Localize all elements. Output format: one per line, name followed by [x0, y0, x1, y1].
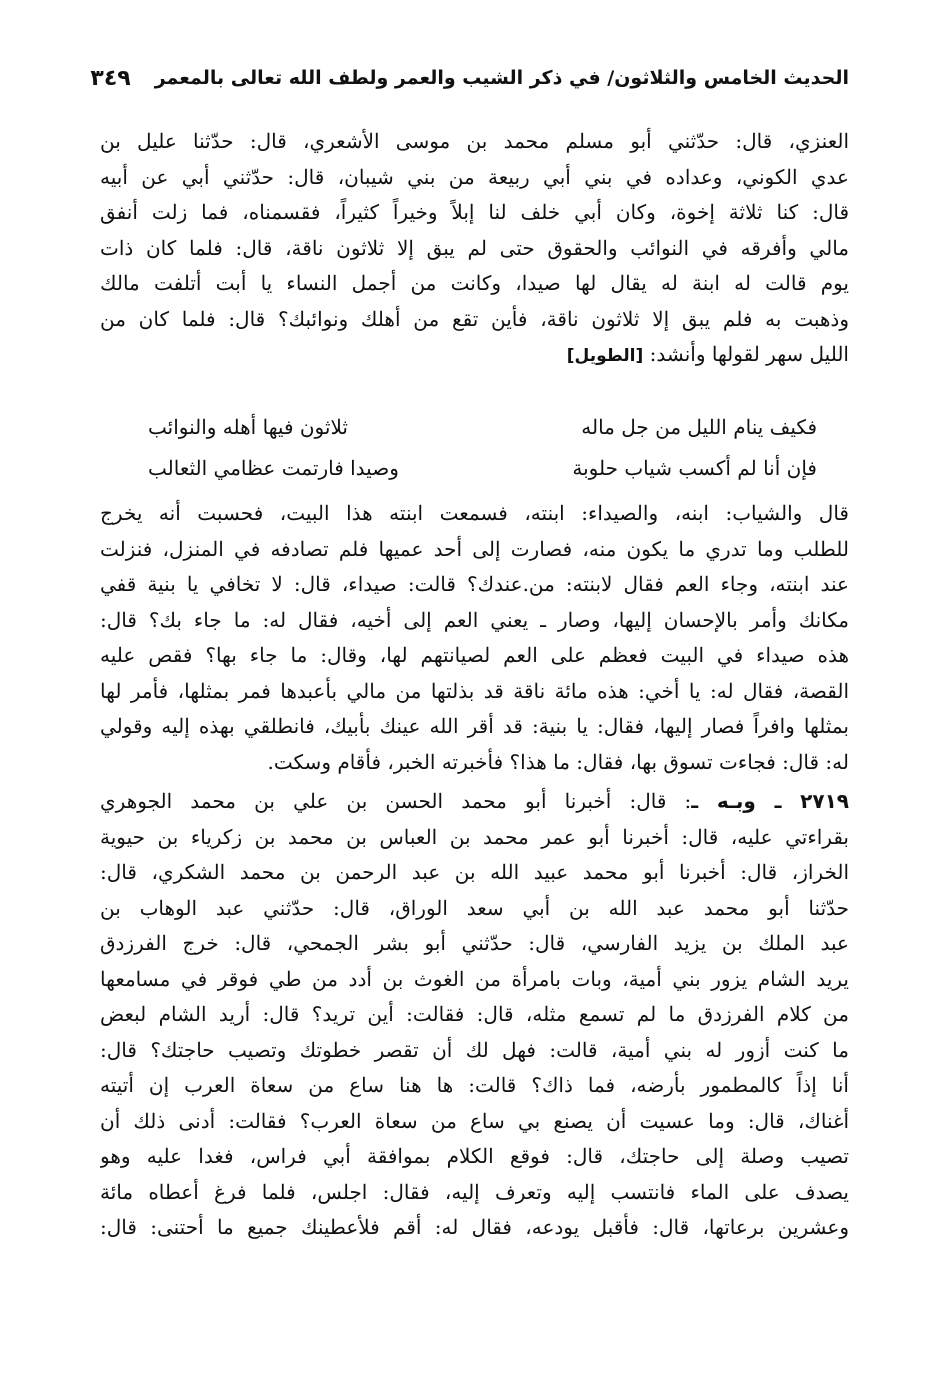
- running-header: [92, 60, 849, 96]
- text-line: أنا إذاً كالمطمور بأرضه، فما ذاك؟ قالت: ها هنا ساع من سعاة العرب إن أتيته: [100, 1073, 849, 1097]
- text-line: يوم قالت له ابنة له يقال لها صيدا، وكانت من أجمل النساء يا أبت أتلفت مالك: [100, 271, 849, 295]
- text-line: عند ابنته، وجاء العم فقال لابنته: من.عندك؟ قالت: صيداء، قال: لا تخافي يا بنية قفي: [100, 572, 849, 596]
- text-line: تصيب وصلة إلى حاجتك، قال: فوقع الكلام بموافقة أبي فراس، فغدا عليه وهو: [100, 1144, 849, 1168]
- text-line: مكانك وأمر بالإحسان إليها، وصار ـ يعني العم إلى أخيه، فقال له: ما جاء بك؟ قال:: [100, 607, 849, 632]
- text-line: يريد الشام يزور بني أمية، وبات بامرأة من الغوث بن أدد من طي فوقر في مسامعها: [100, 966, 849, 991]
- text-line: أغناك، قال: وما عسيت أن يصنع بي ساع من سعاة العرب؟ فقالت: أدنى ذلك أن: [100, 1108, 849, 1133]
- verse-second-hemistich: ثلاثون فيها أهله والنوائب: [148, 415, 348, 439]
- main-text-block-1: [100, 124, 849, 373]
- hadith-number: ٢٧١٩ ـ وبـه ـ: [691, 789, 849, 813]
- text-line: يصدف على الماء فانتسب إليه وتعرف إليه، فقال: اجلس، فلما فرغ أعطاه مائة: [100, 1179, 849, 1204]
- text-line: عبد الملك بن يزيد الفارسي، قال: حدّثني أبو بشر الجمحي، قال: خرج الفرزدق: [100, 931, 849, 955]
- text-line: للطلب وما تدري ما يكون منه، فصارت إلى أحد عميها فلم تصادفه في المنزل، فنزلت: [100, 536, 849, 561]
- text-line-with-meter: [100, 337, 849, 373]
- header-title: الحديث الخامس والثلاثون/ في ذكر الشيب والعمر ولطف الله تعالى بالمعمر: [154, 67, 849, 89]
- text-line: ما كنت أزور له بني أمية، قالت: فهل لك أن تقصر خطوتك وتصيب حاجتك؟ قال:: [100, 1037, 849, 1062]
- text-line: الخراز، قال: أخبرنا أبو محمد عبيد الله بن عبد الرحمن بن محمد الشكري، قال:: [100, 860, 849, 884]
- text-line: بقراءتي عليه، قال: أخبرنا أبو عمر محمد بن العباس بن محمد بن زكرياء بن حيوية: [100, 824, 849, 849]
- text-line: هذه صيداء في البيت فعظم على العم لصيانتهم لها، وقال: ما جاء بها؟ فقص عليه: [100, 643, 849, 667]
- text-line: وذهبت به فلم يبق إلا ثلاثون ناقة، فأين تقع من أهلك ونوائبك؟ قال: فلما كان من: [100, 306, 849, 331]
- text-line: من كلام الفرزدق ما لم تسمع مثله، قال: فقالت: أين تريد؟ قال: أريد الشام لبعض: [100, 1002, 849, 1026]
- poetic-meter-label: [الطويل]: [566, 346, 644, 366]
- text-line-content: الليل سهر لقولها وأنشد:: [649, 342, 849, 366]
- text-line: مالي وأفرقه في النوائب والحقوق حتى لم يبق إلا ثلاثون ناقة، قال: فلما كان ذات: [100, 235, 849, 260]
- text-line: حدّثنا أبو محمد عبد الله بن أبي سعد الوراق، قال: حدّثني عبد الوهاب بن: [100, 895, 849, 920]
- verse-first-hemistich: فكيف ينام الليل من جل ماله: [581, 415, 817, 439]
- text-line: عدي الكوني، وعداده في بني أبي ربيعة من بني شيبان، قال: حدّثني أبي عن أبيه: [100, 164, 849, 189]
- hadith-heading-line: [100, 784, 849, 820]
- text-line: العنزي، قال: حدّثني أبو مسلم محمد بن موسى الأشعري، قال: حدّثنا عليل بن: [100, 129, 849, 153]
- text-line-content: : قال: أخبرنا أبو محمد الحسن بن علي بن محمد الجوهري: [100, 789, 692, 813]
- text-line: القصة، فقال له: يا أخي: هذه مائة ناقة قد بذلتها من مالي بأعبدها فمر بمثلها، فأمر لها: [100, 678, 849, 703]
- text-line: قال والشياب: ابنه، والصيداء: ابنته، فسمعت ابنته هذا البيت، فحسبت أنه يخرج: [100, 501, 849, 525]
- text-line: بمثلها وافراً فصار إليها، فقال: يا بنية: قد أقر الله عينك بأبيك، فانطلقي بهذه إليه وقولي: [100, 714, 849, 738]
- page-number: ٣٤٩: [90, 65, 131, 91]
- main-text-block-2: [100, 496, 849, 1246]
- poem-verse-2: [148, 456, 817, 480]
- poem-verse-1: [148, 415, 817, 439]
- text-line: له: قال: فجاءت تسوق بها، فقال: ما هذا؟ فأخبرته الخبر، فأقام وسكت.: [267, 749, 849, 774]
- verse-first-hemistich: فإن أنا لم أكسب شياب حلوبة: [572, 456, 817, 480]
- text-line: قال: كنا ثلاثة إخوة، وكان أبي خلف لنا إبلاً وخيراً كثيراً، فقسمناه، فما زلت أنفق: [100, 200, 849, 224]
- verse-second-hemistich: وصيدا فارتمت عظامي الثعالب: [148, 456, 399, 480]
- text-line: وعشرين برعاتها، قال: فأقبل يودعه، فقال له: أقم فلأعطينك جميع ما أحتنى: قال:: [100, 1215, 849, 1239]
